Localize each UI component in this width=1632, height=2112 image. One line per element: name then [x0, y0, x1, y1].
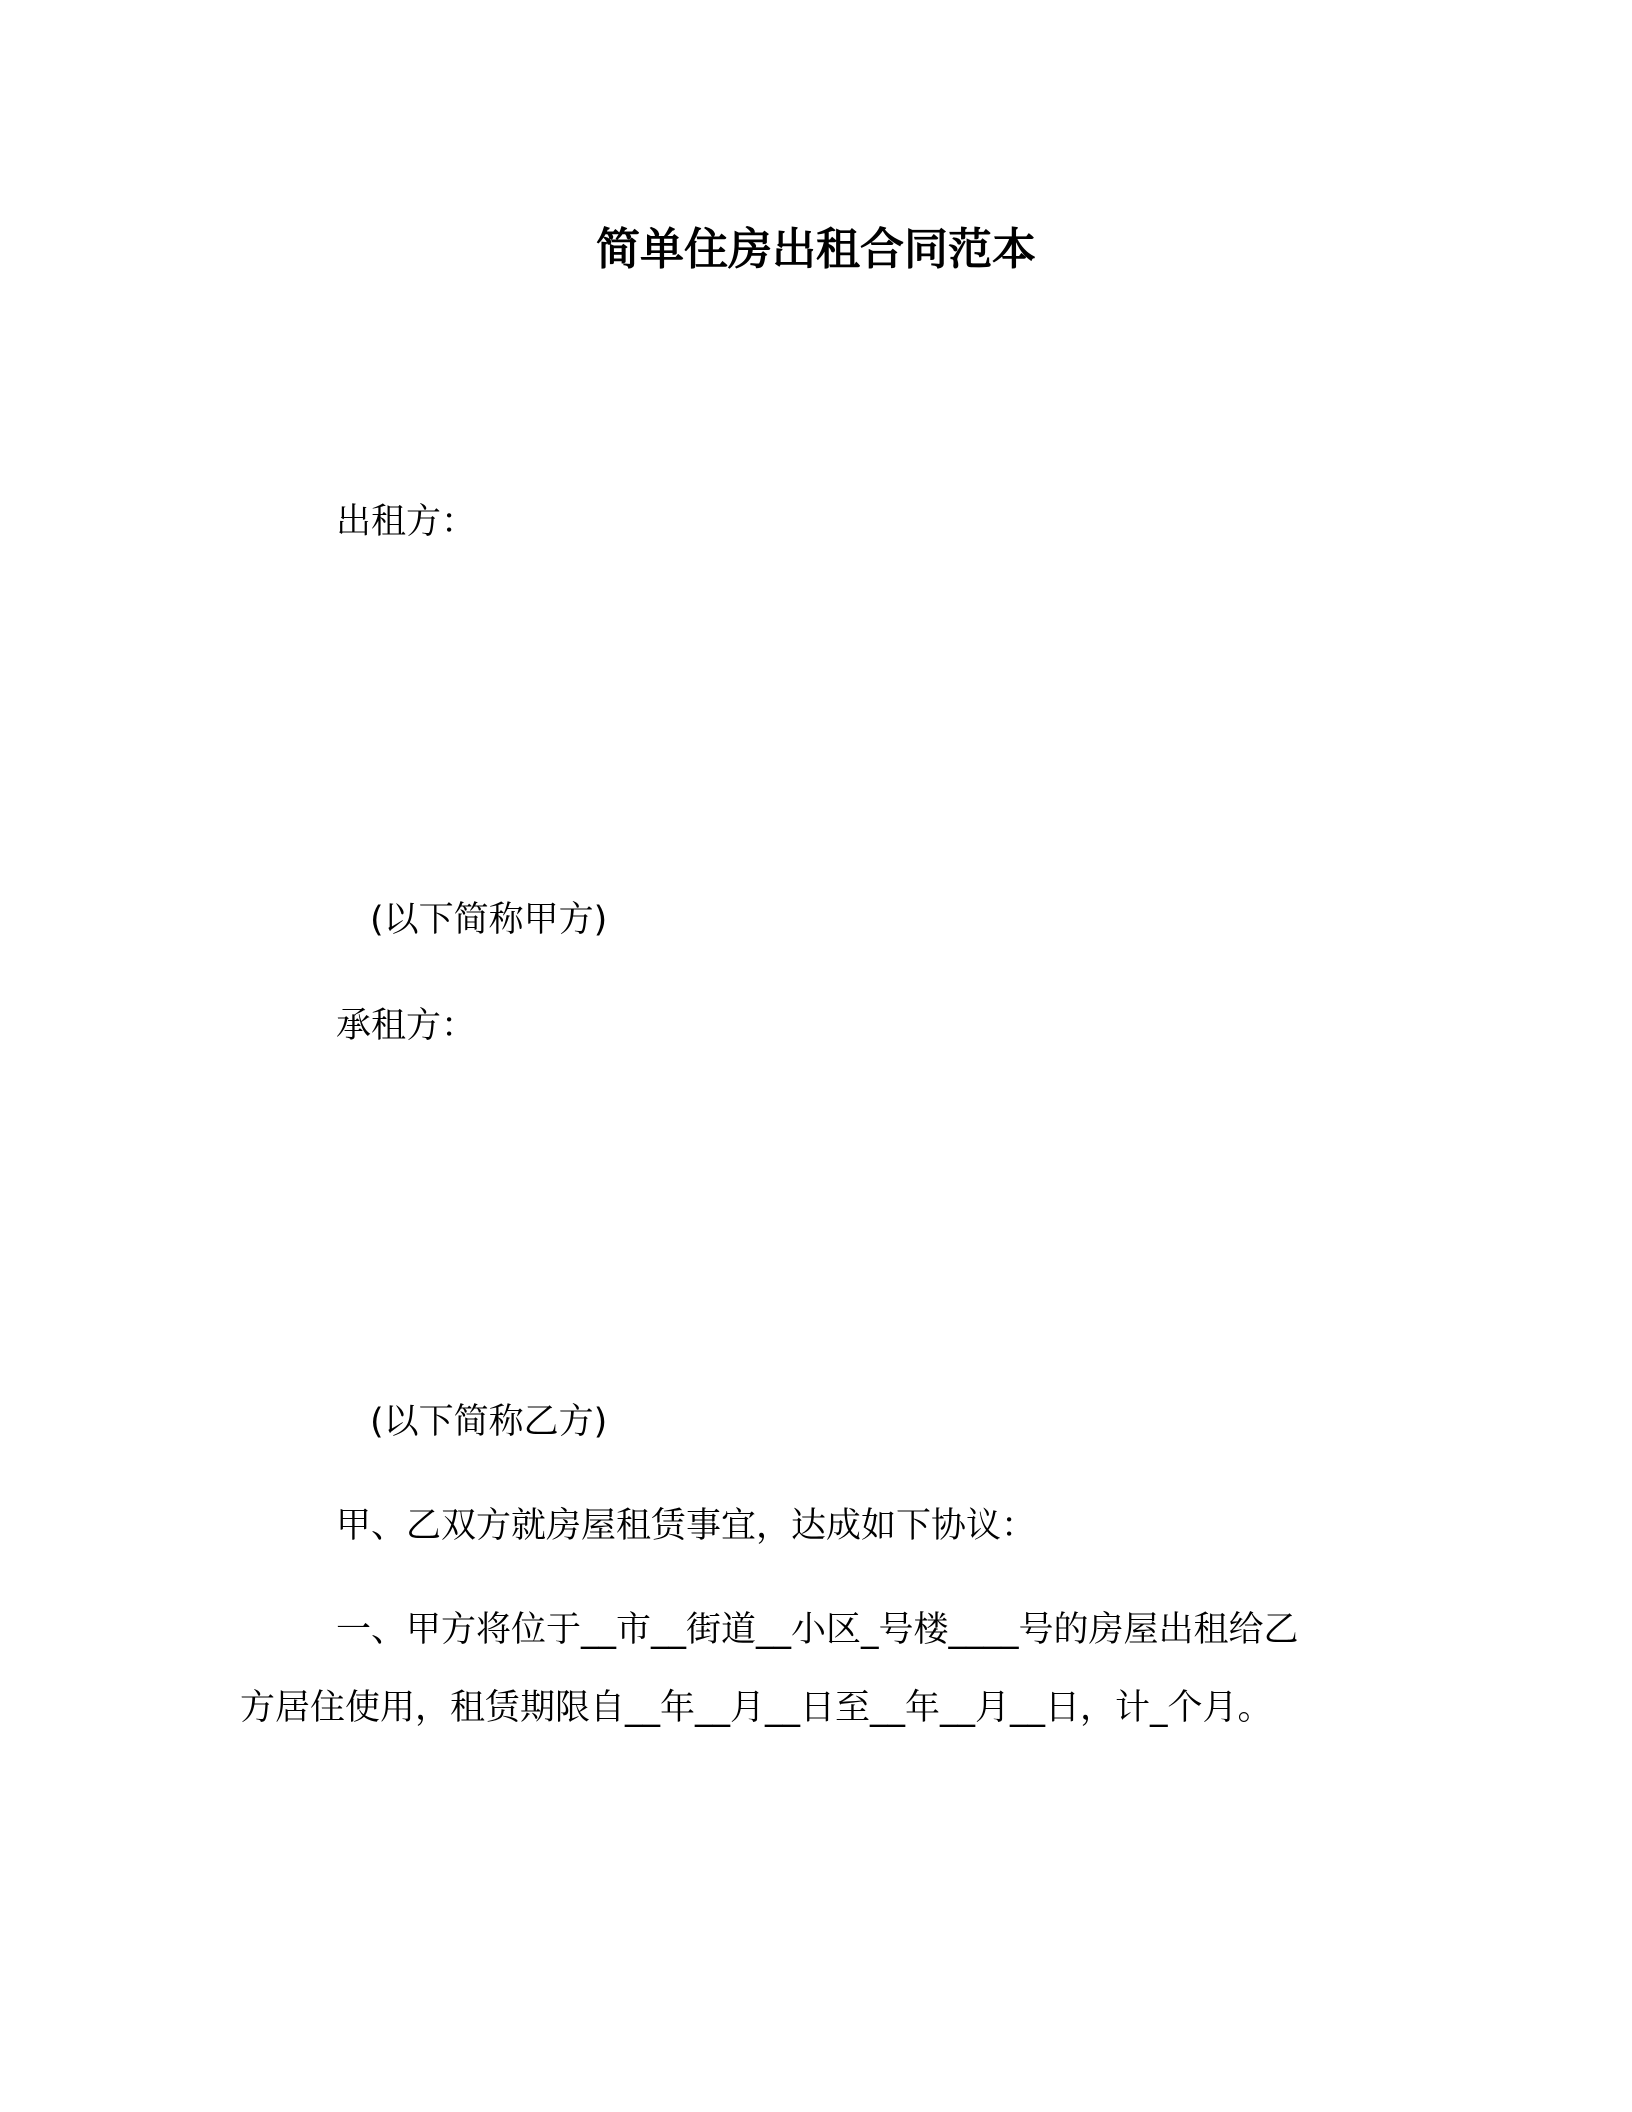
clause-1-line-2: 方居住使用，租赁期限自__年__月__日至__年__月__日，计_个月。: [240, 1688, 1273, 1728]
agreement-intro: 甲、乙双方就房屋租赁事宜，达成如下协议：: [336, 1506, 1037, 1546]
lessor-label: 出租方：: [336, 502, 477, 542]
document-title: 简单住房出租合同范本: [596, 224, 1036, 275]
clause-1-line-1: 一、甲方将位于__市__街道__小区_号楼____号的房屋出租给乙: [336, 1610, 1299, 1650]
lessor-note: (以下简称甲方): [370, 900, 608, 940]
lessee-note: (以下简称乙方): [370, 1402, 608, 1442]
lessee-label: 承租方：: [336, 1006, 477, 1046]
